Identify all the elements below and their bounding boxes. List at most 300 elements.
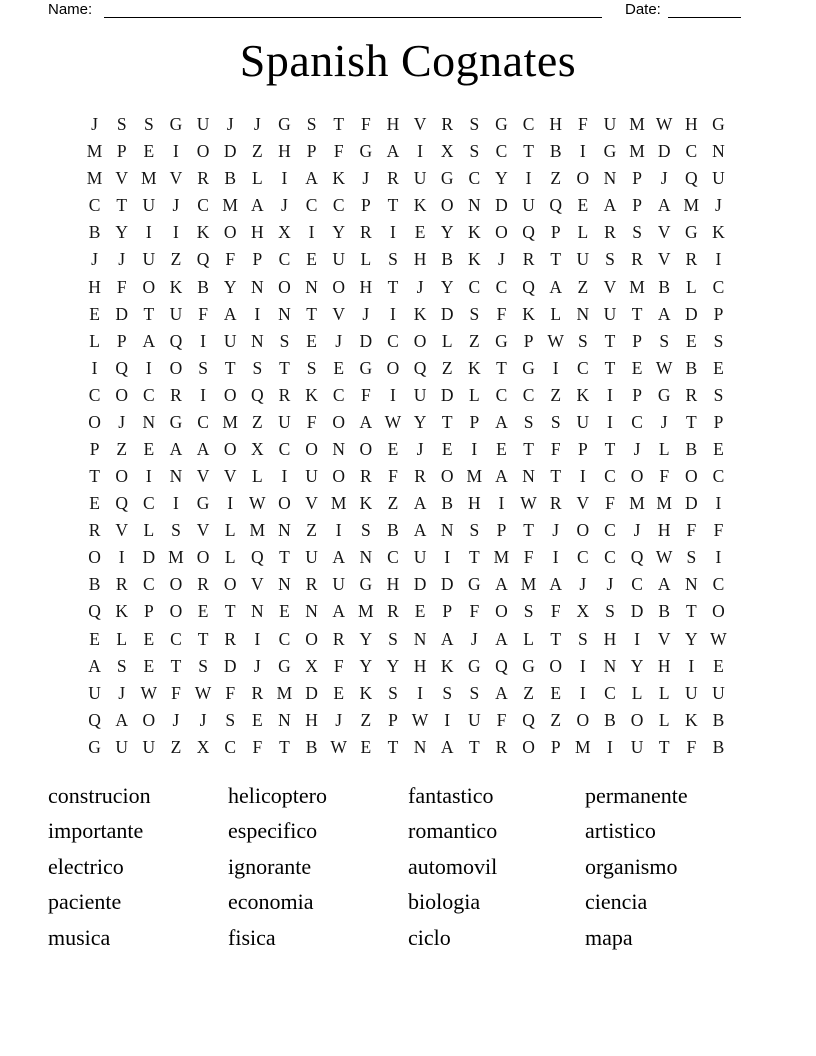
grid-letter: A [657, 195, 671, 216]
word-list-item: electrico [48, 853, 124, 879]
grid-letter: F [659, 466, 670, 487]
grid-letter: U [413, 547, 427, 568]
grid-letter: X [196, 736, 210, 757]
name-label: Name: [48, 1, 93, 18]
grid-letter: X [440, 141, 454, 162]
grid-letter: T [658, 736, 670, 757]
grid-letter: P [116, 141, 127, 162]
grid-letter: O [115, 466, 128, 487]
grid-letter: L [143, 520, 155, 541]
grid-letter: O [196, 547, 210, 568]
grid-letter: A [657, 574, 671, 595]
grid-letter: R [170, 384, 182, 405]
grid-letter: N [440, 520, 454, 541]
grid-letter: R [387, 168, 399, 189]
grid-letter: A [413, 520, 427, 541]
grid-letter: A [549, 276, 562, 297]
grid-letter: A [223, 303, 237, 324]
grid-letter: B [685, 357, 698, 378]
grid-letter: E [550, 682, 562, 703]
grid-letter: C [576, 547, 589, 568]
grid-letter: C [631, 411, 643, 432]
grid-letter: F [225, 249, 236, 270]
grid-letter: U [603, 114, 617, 135]
grid-letter: I [335, 520, 342, 541]
grid-letter: Y [386, 655, 400, 676]
grid-letter: C [468, 168, 481, 189]
grid-letter: L [658, 682, 670, 703]
grid-letter: M [168, 547, 184, 568]
grid-letter: L [658, 709, 670, 730]
grid-letter: L [441, 330, 453, 351]
grid-letter: S [632, 222, 642, 243]
grid-letter: S [442, 682, 453, 703]
grid-letter: T [441, 411, 453, 432]
grid-letter: S [659, 330, 670, 351]
grid-letter: G [278, 655, 291, 676]
grid-letter: T [604, 438, 616, 459]
grid-letter: O [88, 547, 101, 568]
grid-letter: K [332, 168, 345, 189]
grid-letter: I [552, 357, 559, 378]
grid-letter: A [386, 141, 400, 162]
grid-letter: S [469, 114, 480, 135]
grid-letter: T [550, 466, 562, 487]
grid-letter: P [442, 601, 453, 622]
grid-letter: B [549, 141, 562, 162]
grid-letter: S [469, 303, 480, 324]
grid-letter: I [390, 222, 396, 243]
grid-letter: D [684, 303, 698, 324]
grid-letter: N [413, 736, 427, 757]
grid-letter: Q [250, 547, 264, 568]
word-list-item: economia [228, 889, 314, 915]
grid-letter: E [441, 438, 453, 459]
word-list-item: organismo [585, 853, 678, 879]
grid-letter: S [360, 520, 371, 541]
grid-letter: I [607, 736, 613, 757]
grid-letter: H [413, 249, 427, 270]
grid-letter: E [333, 682, 345, 703]
grid-letter: E [306, 330, 317, 351]
grid-letter: Z [251, 411, 263, 432]
grid-letter: R [197, 574, 209, 595]
grid-letter: L [224, 520, 236, 541]
grid-letter: Q [250, 384, 264, 405]
grid-letter: O [223, 438, 237, 459]
grid-letter: F [686, 736, 697, 757]
grid-letter: V [603, 276, 617, 297]
grid-letter: I [118, 547, 125, 568]
grid-letter: Q [549, 195, 562, 216]
grid-letter: M [656, 493, 672, 514]
grid-letter: W [655, 357, 673, 378]
grid-letter: O [440, 195, 454, 216]
grid-letter: I [579, 466, 586, 487]
grid-letter: T [468, 736, 480, 757]
grid-letter: R [88, 520, 101, 541]
grid-letter: B [441, 493, 454, 514]
grid-letter: N [250, 330, 264, 351]
grid-letter: I [417, 141, 423, 162]
grid-letter: P [469, 411, 480, 432]
grid-letter: F [550, 601, 561, 622]
grid-letter: P [116, 330, 127, 351]
grid-letter: G [684, 222, 698, 243]
grid-letter: M [683, 195, 700, 216]
grid-letter: P [577, 438, 588, 459]
grid-letter: U [223, 330, 237, 351]
grid-letter: O [522, 736, 535, 757]
grid-letter: I [715, 249, 722, 270]
grid-letter: M [629, 276, 645, 297]
grid-letter: F [496, 303, 507, 324]
grid-letter: C [142, 384, 155, 405]
grid-letter: T [631, 303, 643, 324]
grid-letter: S [306, 114, 317, 135]
grid-letter: E [89, 493, 100, 514]
grid-letter: U [278, 411, 291, 432]
grid-letter: Z [550, 168, 562, 189]
grid-letter: T [685, 601, 697, 622]
grid-letter: W [655, 547, 673, 568]
grid-letter: B [658, 601, 671, 622]
grid-letter: S [116, 655, 127, 676]
grid-letter: O [169, 574, 183, 595]
grid-letter: C [332, 195, 345, 216]
grid-letter: W [547, 330, 564, 351]
grid-letter: Z [468, 330, 480, 351]
grid-letter: H [250, 222, 264, 243]
grid-letter: E [577, 195, 589, 216]
grid-letter: C [468, 276, 481, 297]
grid-letter: F [713, 520, 724, 541]
grid-letter: G [169, 114, 183, 135]
grid-letter: J [715, 195, 722, 216]
grid-letter: N [576, 303, 590, 324]
grid-letter: J [470, 628, 478, 649]
grid-letter: S [577, 330, 588, 351]
grid-letter: C [278, 628, 291, 649]
grid-letter: I [634, 628, 640, 649]
grid-letter: Z [523, 682, 534, 703]
grid-letter: M [141, 168, 157, 189]
grid-letter: M [222, 411, 238, 432]
grid-letter: B [441, 249, 454, 270]
grid-letter: Y [495, 168, 508, 189]
grid-letter: J [253, 114, 261, 135]
grid-letter: G [522, 357, 535, 378]
grid-letter: G [712, 114, 725, 135]
grid-letter: K [712, 222, 725, 243]
grid-letter: J [633, 438, 641, 459]
grid-letter: S [279, 330, 290, 351]
grid-letter: C [142, 574, 155, 595]
grid-letter: K [467, 357, 481, 378]
grid-letter: R [604, 222, 616, 243]
grid-letter: S [469, 682, 480, 703]
grid-letter: C [88, 384, 101, 405]
grid-letter: R [387, 601, 399, 622]
grid-letter: C [197, 195, 209, 216]
grid-letter: P [306, 141, 317, 162]
grid-letter: V [657, 249, 671, 270]
grid-letter: O [576, 168, 590, 189]
grid-letter: O [630, 466, 644, 487]
grid-letter: F [686, 520, 697, 541]
grid-letter: N [603, 168, 617, 189]
grid-letter: N [332, 438, 345, 459]
grid-letter: I [173, 141, 179, 162]
grid-letter: W [520, 493, 537, 514]
grid-letter: F [523, 547, 534, 568]
grid-letter: T [170, 655, 182, 676]
grid-letter: S [388, 682, 398, 703]
grid-letter: Q [115, 357, 128, 378]
grid-letter: M [575, 736, 591, 757]
grid-letter: V [657, 628, 671, 649]
grid-letter: R [332, 628, 345, 649]
grid-letter: D [413, 574, 427, 595]
grid-letter: R [115, 574, 128, 595]
grid-letter: P [550, 736, 561, 757]
grid-letter: W [194, 682, 212, 703]
grid-letter: Y [630, 655, 644, 676]
grid-letter: T [604, 357, 616, 378]
grid-letter: M [493, 547, 510, 568]
grid-letter: N [467, 195, 481, 216]
grid-letter: Z [441, 357, 453, 378]
grid-letter: P [523, 330, 534, 351]
grid-letter: L [631, 682, 643, 703]
word-list-item: artistico [585, 818, 656, 844]
word-list [48, 781, 755, 958]
grid-letter: A [440, 628, 454, 649]
grid-letter: A [603, 195, 617, 216]
grid-letter: A [196, 438, 210, 459]
grid-letter: R [441, 114, 454, 135]
grid-letter: A [332, 601, 345, 622]
grid-letter: H [684, 114, 698, 135]
grid-letter: Q [413, 357, 427, 378]
grid-letter: N [278, 303, 291, 324]
grid-letter: J [91, 249, 98, 270]
grid-letter: E [387, 438, 399, 459]
grid-letter: I [607, 384, 613, 405]
grid-letter: O [223, 222, 237, 243]
grid-letter: Z [116, 438, 128, 459]
word-list-item: paciente [48, 889, 122, 915]
grid-letter: D [440, 574, 454, 595]
grid-letter: J [199, 709, 207, 730]
grid-letter: G [603, 141, 617, 162]
grid-letter: I [281, 168, 288, 189]
grid-letter: P [713, 303, 724, 324]
grid-letter: T [116, 195, 128, 216]
grid-letter: W [330, 736, 347, 757]
grid-letter: C [278, 249, 291, 270]
grid-letter: A [413, 493, 427, 514]
grid-letter: Y [684, 628, 698, 649]
grid-letter: C [685, 141, 698, 162]
grid-letter: V [196, 466, 210, 487]
grid-letter: I [390, 303, 396, 324]
grid-letter: Z [577, 276, 589, 297]
grid-letter: T [550, 628, 562, 649]
grid-letter: I [525, 168, 532, 189]
grid-letter: S [469, 520, 480, 541]
grid-letter: J [172, 709, 180, 730]
grid-letter: H [467, 493, 481, 514]
grid-letter: M [222, 195, 238, 216]
grid-letter: E [143, 438, 155, 459]
grid-letter: S [550, 411, 561, 432]
date-label: Date: [625, 1, 661, 18]
grid-letter: K [115, 601, 128, 622]
grid-letter: B [712, 736, 725, 757]
grid-letter: O [576, 709, 590, 730]
grid-letter: C [387, 547, 399, 568]
grid-letter: J [416, 438, 424, 459]
grid-letter: G [522, 655, 535, 676]
grid-letter: D [142, 547, 156, 568]
grid-letter: S [388, 249, 398, 270]
grid-letter: B [88, 222, 101, 243]
grid-letter: M [86, 168, 103, 189]
grid-letter: B [712, 709, 725, 730]
name-blank-line [104, 17, 602, 18]
grid-letter: K [684, 709, 698, 730]
grid-letter: J [660, 411, 668, 432]
grid-letter: O [549, 655, 562, 676]
grid-letter: B [88, 574, 101, 595]
grid-letter: I [688, 655, 695, 676]
grid-letter: V [332, 303, 345, 324]
grid-letter: R [359, 222, 372, 243]
grid-letter: R [414, 466, 426, 487]
grid-letter: F [605, 493, 615, 514]
grid-letter: P [89, 438, 100, 459]
grid-letter: F [388, 466, 398, 487]
grid-letter: M [249, 520, 266, 541]
grid-letter: F [469, 601, 480, 622]
grid-letter: R [522, 249, 535, 270]
grid-letter: B [604, 709, 616, 730]
grid-letter: U [305, 547, 318, 568]
grid-letter: Q [495, 655, 508, 676]
grid-letter: E [631, 357, 643, 378]
grid-letter: C [170, 628, 182, 649]
page-title: Spanish Cognates [239, 35, 577, 86]
grid-letter: P [252, 249, 263, 270]
grid-letter: E [713, 655, 724, 676]
grid-letter: F [577, 114, 588, 135]
grid-letter: Q [88, 709, 101, 730]
grid-letter: C [305, 195, 318, 216]
grid-letter: B [685, 438, 698, 459]
grid-letter: T [685, 411, 697, 432]
grid-letter: H [386, 114, 400, 135]
word-list-item: mapa [585, 924, 633, 950]
grid-letter: I [498, 493, 505, 514]
grid-letter: N [413, 628, 427, 649]
grid-letter: E [143, 655, 155, 676]
grid-letter: B [197, 276, 209, 297]
grid-letter: Y [332, 222, 345, 243]
grid-letter: H [88, 276, 101, 297]
grid-letter: C [495, 276, 508, 297]
grid-letter: J [118, 682, 126, 703]
grid-letter: U [332, 249, 345, 270]
word-list-item: biologia [408, 889, 481, 915]
grid-letter: T [224, 357, 236, 378]
grid-letter: O [495, 601, 508, 622]
grid-letter: E [306, 249, 317, 270]
grid-letter: R [251, 682, 264, 703]
grid-letter: F [171, 682, 181, 703]
grid-letter: O [495, 222, 508, 243]
grid-letter: C [495, 384, 508, 405]
grid-letter: H [413, 655, 427, 676]
grid-letter: N [603, 655, 617, 676]
grid-letter: J [498, 249, 505, 270]
grid-letter: C [332, 384, 345, 405]
grid-letter: R [631, 249, 643, 270]
grid-letter: G [440, 168, 454, 189]
grid-letter: K [440, 655, 454, 676]
grid-letter: T [550, 249, 562, 270]
grid-letter: O [305, 628, 318, 649]
grid-letter: J [362, 168, 370, 189]
grid-letter: L [577, 222, 589, 243]
grid-letter: V [250, 574, 264, 595]
grid-letter: Q [522, 709, 535, 730]
grid-letter: W [140, 682, 158, 703]
grid-letter: P [550, 222, 561, 243]
grid-letter: U [413, 168, 427, 189]
grid-letter: T [279, 547, 290, 568]
date-blank-line [668, 17, 741, 18]
grid-letter: N [250, 276, 264, 297]
word-list-item: romantico [408, 818, 498, 844]
grid-letter: M [629, 141, 645, 162]
grid-letter: G [359, 141, 373, 162]
grid-letter: C [712, 466, 725, 487]
grid-letter: A [169, 438, 183, 459]
grid-letter: V [196, 520, 210, 541]
grid-letter: I [173, 493, 179, 514]
grid-letter: U [196, 114, 210, 135]
grid-letter: I [173, 222, 179, 243]
grid-letter: M [276, 682, 293, 703]
grid-letter: I [308, 222, 315, 243]
grid-letter: S [686, 547, 697, 568]
grid-letter: I [471, 438, 478, 459]
grid-letter: A [549, 574, 562, 595]
grid-letter: I [715, 493, 722, 514]
grid-letter: D [223, 141, 237, 162]
grid-letter: O [359, 438, 373, 459]
grid-letter: O [386, 357, 400, 378]
grid-letter: M [629, 114, 645, 135]
grid-letter: T [604, 330, 616, 351]
grid-letter: I [254, 303, 261, 324]
grid-letter: H [657, 520, 671, 541]
grid-letter: J [335, 709, 343, 730]
grid-letter: T [279, 736, 290, 757]
grid-letter: S [252, 357, 263, 378]
grid-letter: N [684, 574, 698, 595]
